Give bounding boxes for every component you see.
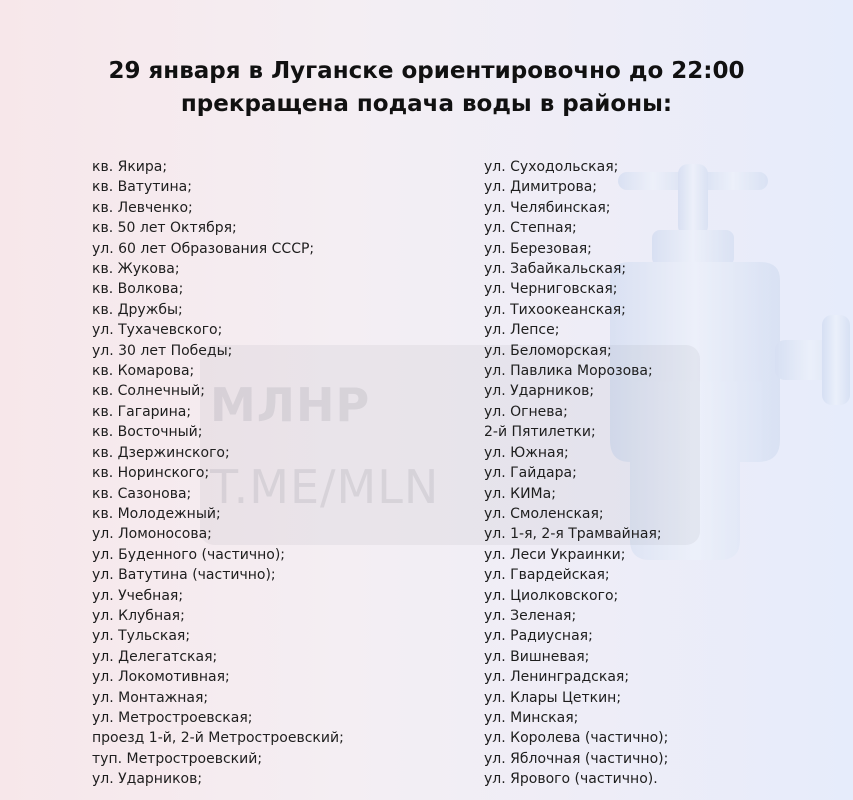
district-list-item: ул. 60 лет Образования СССР; — [92, 240, 315, 257]
district-list-item: проезд 1-й, 2-й Метростроевский; — [92, 730, 344, 747]
district-list-item: ул. Челябинская; — [484, 199, 611, 216]
district-list-item: кв. Дружбы; — [92, 301, 183, 318]
district-list-item: ул. Гвардейская; — [484, 567, 610, 584]
district-list-item: ул. Тульская; — [92, 628, 191, 645]
district-list-item: кв. Норинского; — [92, 465, 210, 482]
district-list-item: ул. Яблочная (частично); — [484, 750, 669, 767]
district-list-item: кв. Молодежный; — [92, 505, 221, 522]
district-list-item: ул. Вишневая; — [484, 648, 590, 665]
district-list-item: кв. Восточный; — [92, 424, 203, 441]
district-list-item: ул. Королева (частично); — [484, 730, 669, 747]
district-list-item: ул. КИМа; — [484, 485, 556, 502]
district-list-item: ул. Суходольская; — [484, 159, 619, 175]
district-list-item: кв. Ватутина; — [92, 179, 192, 196]
district-list-item: кв. 50 лет Октября; — [92, 220, 237, 237]
district-list-item: ул. Черниговская; — [484, 281, 618, 298]
district-list-item: ул. Циолковского; — [484, 587, 619, 604]
district-list-item: ул. Павлика Морозова; — [484, 363, 653, 380]
district-list-item: ул. Ударников; — [92, 771, 203, 788]
district-list-item: ул. Березовая; — [484, 240, 592, 257]
district-list-item: ул. Леси Украинки; — [484, 546, 626, 563]
district-list-item: ул. Минская; — [484, 709, 579, 726]
district-list-item: ул. 30 лет Победы; — [92, 342, 233, 359]
district-list-item: ул. Южная; — [484, 444, 569, 461]
district-list-item: кв. Комарова; — [92, 363, 195, 380]
district-list-item: кв. Якира; — [92, 159, 168, 175]
district-list-item: ул. Тихоокеанская; — [484, 301, 626, 318]
district-list-item: кв. Левченко; — [92, 199, 193, 216]
district-list-item: ул. Ватутина (частично); — [92, 567, 276, 584]
district-list-item: ул. Учебная; — [92, 587, 184, 604]
district-list-item: кв. Жукова; — [92, 261, 180, 278]
district-list-item: ул. Ломоносова; — [92, 526, 212, 543]
district-list-item: ул. Смоленская; — [484, 505, 604, 522]
district-list-item: ул. Зеленая; — [484, 607, 577, 624]
district-list-item: кв. Дзержинского; — [92, 444, 230, 461]
district-list-item: ул. Буденного (частично); — [92, 546, 285, 563]
district-list-item: ул. Клубная; — [92, 607, 185, 624]
district-list-item: ул. Лепсе; — [484, 322, 560, 339]
district-list-item: кв. Солнечный; — [92, 383, 205, 400]
district-list-item: ул. Метростроевская; — [92, 709, 253, 726]
district-list-item: ул. Ударников; — [484, 383, 595, 400]
district-list-item: ул. Монтажная; — [92, 689, 209, 706]
district-list-item: ул. Ярового (частично). — [484, 771, 658, 788]
district-list-item: ул. Степная; — [484, 220, 577, 237]
title-line-1: 29 января в Луганске ориентировочно до 22:00 — [108, 58, 745, 84]
watermark-line-1: МЛНР — [210, 378, 371, 432]
district-list-item: ул. Забайкальская; — [484, 261, 627, 278]
district-list-item: кв. Волкова; — [92, 281, 184, 298]
district-list-item: ул. Радиусная; — [484, 628, 593, 645]
watermark-line-2: T.ME/MLN — [210, 460, 440, 514]
district-list-item: ул. Тухачевского; — [92, 322, 223, 339]
district-list-left — [92, 157, 344, 790]
district-list-item: туп. Метростроевский; — [92, 750, 263, 767]
district-list-item: ул. Клары Цеткин; — [484, 689, 622, 706]
title-line-2: прекращена подача воды в районы: — [180, 91, 673, 117]
district-list-item: кв. Сазонова; — [92, 485, 192, 502]
district-list-item: ул. Гайдара; — [484, 465, 577, 482]
district-list-item: ул. Ленинградская; — [484, 669, 630, 686]
district-list-item: ул. Локомотивная; — [92, 669, 230, 686]
district-list-item: 2-й Пятилетки; — [484, 424, 596, 441]
district-list-item: ул. Огнева; — [484, 403, 568, 420]
district-list-right — [484, 157, 668, 790]
district-list-item: ул. 1-я, 2-я Трамвайная; — [484, 526, 662, 543]
district-list-item: ул. Делегатская; — [92, 648, 218, 665]
page-title — [0, 55, 853, 121]
district-list-item: ул. Димитрова; — [484, 179, 597, 196]
district-list-item: ул. Беломорская; — [484, 342, 612, 359]
district-list-item: кв. Гагарина; — [92, 403, 192, 420]
